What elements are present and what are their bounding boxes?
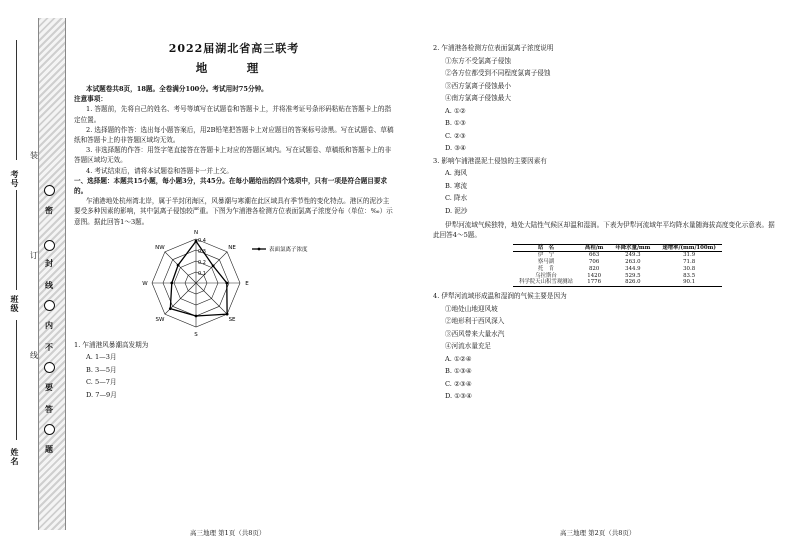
table-header: 年降水量/mm [615, 244, 651, 251]
table-cell: 1776 [587, 279, 602, 286]
page-1-footer: 高三地理 第1页（共8页） [190, 529, 266, 537]
q3-option-d: D. 泥沙 [445, 206, 468, 215]
q4-statement-4: ④河流水量充足 [445, 342, 492, 351]
seal-char: 内 [45, 320, 53, 330]
q3-option-b: B. 寒流 [445, 181, 468, 190]
table-cell: 31.9 [683, 252, 696, 259]
seal-char: 题 [45, 444, 53, 454]
table-header: 站 名 [537, 244, 555, 251]
radar-data-point [177, 264, 180, 267]
q4-statement-2: ②地形利于西风深入 [445, 317, 505, 326]
table-cell: 30.8 [683, 265, 696, 272]
legend-label: 表面氯离子浓度 [269, 246, 308, 253]
table-cell: 529.5 [625, 272, 641, 279]
notes-heading: 注意事项： [74, 95, 107, 104]
binding-hole-5 [44, 424, 55, 435]
radar-direction-label: W [142, 280, 148, 287]
radar-direction-label: N [193, 229, 199, 236]
section-1-heading: 一、选择题：本题共15小题，每小题3分，共45分。在每小题给出的四个选项中，只有一项是符合题目要求的。 [74, 176, 388, 196]
radar-direction-label: NW [155, 244, 165, 251]
table-cell: 706 [589, 259, 600, 266]
q4-option-b: B. ①③④ [445, 367, 472, 376]
table-cell: 科学院天山积雪观测站 [519, 279, 573, 286]
exam-title: 2022届湖北省高三联考 [168, 42, 300, 55]
table-row [513, 279, 722, 286]
table-header: 递增率/(mm/100m) [662, 244, 716, 251]
table-cell: 826.0 [625, 279, 641, 286]
q2-option-b: B. ①③ [445, 119, 466, 128]
name-line [16, 320, 18, 440]
q2-statement-3: ③西方氯离子侵蚀最小 [445, 81, 511, 90]
note-2: 2. 选择题的作答：选出每小题答案后，用2B铅笔把答题卡上对应题目的答案标号涂黑。写在试题卷、草稿纸和答题卡上的非答题区域均无效。 [74, 125, 394, 144]
seal-char: 答 [45, 404, 53, 414]
question-2: 2. 乍浦港各检测方位表面氯离子浓度说明 [433, 44, 554, 52]
seal-char: 订 [30, 251, 38, 260]
radar-data-point [195, 315, 198, 318]
q4-option-d: D. ①③④ [445, 392, 472, 401]
table-cell: 伊 宁 [537, 252, 555, 259]
legend-marker [258, 248, 261, 251]
radar-chart [74, 227, 394, 339]
radar-data-point [169, 307, 172, 310]
note-1: 1. 答题前，先将自己的姓名、考号等填写在试题卷和答题卡上，并将准考证号条形码粘贴在答题卡上的指定位置。 [74, 105, 392, 124]
q1-option-d: D. 7—9月 [86, 390, 117, 399]
seal-char: 不 [45, 342, 53, 352]
q4-option-a: A. ①②④ [445, 354, 472, 363]
table-row [513, 259, 722, 266]
radar-ring-label: 0.4 [198, 237, 206, 244]
q1-option-b: B. 3—5月 [86, 365, 117, 374]
page-1-column [74, 40, 394, 402]
passage-1: 乍浦港地处杭州湾北岸，属于半封闭海区，风暴潮与寒潮在此区域具有季节性的变化特点。港区的泥沙主要受多种因素的影响，其中氯离子侵蚀较严重。下图为乍浦港各检测方位表面氯离子浓度分布（单位：‰）示意图。据此回答1～3题。 [74, 197, 393, 226]
table-cell: 托 肯 [537, 265, 555, 272]
binding-hole-1 [44, 185, 55, 196]
name-label: 姓名 [10, 448, 20, 466]
seal-char: 密 [45, 205, 53, 215]
radar-ring-label: 0.3 [198, 248, 206, 255]
table-cell: 90.1 [683, 279, 696, 286]
q4-statement-3: ③西风带来大量水汽 [445, 329, 505, 338]
class-label: 班级 [10, 295, 20, 313]
radar-data-point [212, 264, 215, 267]
q1-option-c: C. 5—7月 [86, 378, 117, 387]
radar-ring-label: 0.1 [198, 270, 206, 277]
q2-option-c: C. ②③ [445, 131, 466, 140]
table-cell: 乌拉斯台 [535, 272, 557, 279]
seal-char: 封 [45, 258, 53, 268]
radar-direction-label: E [245, 280, 249, 287]
q2-option-a: A. ①② [445, 106, 466, 115]
exam-no-label: 考号 [10, 170, 20, 188]
table-header-row [513, 244, 722, 252]
page-2-footer: 高三地理 第2页（共8页） [560, 529, 636, 537]
seal-char: 装 [30, 151, 38, 160]
q1-option-a: A. 1—3月 [86, 353, 117, 362]
binding-hole-3 [44, 300, 55, 311]
binding-hole-4 [44, 362, 55, 373]
exam-intro: 本试题卷共8页，18题。全卷满分100分。考试用时75分钟。 [86, 84, 268, 93]
q4-statement-1: ①地处山地迎风坡 [445, 304, 498, 313]
q3-option-c: C. 降水 [445, 194, 468, 203]
note-3: 3. 非选择题的作答：用签字笔直接答在答题卡上对应的答题区域内。写在试题卷、草稿纸和答题卡上的非答题区域均无效。 [74, 146, 392, 165]
radar-chart-wrap [74, 227, 394, 339]
table-cell: 663 [589, 252, 600, 259]
table-cell: 71.8 [683, 259, 696, 266]
radar-data-point [195, 240, 198, 243]
question-4: 4. 伊犁河流域形成温和湿润的气候主要是因为 [433, 292, 567, 301]
q2-statement-1: ①东方不受氯离子侵蚀 [445, 56, 511, 65]
question-1: 1. 乍浦港风暴潮高发期为 [74, 340, 149, 349]
class-line [16, 190, 18, 290]
q2-statement-2: ②各方位都受到不同程度氯离子侵蚀 [445, 69, 551, 78]
binding-strip [0, 0, 64, 550]
table-cell: 249.3 [625, 252, 641, 259]
radar-direction-label: NE [228, 244, 236, 251]
table-cell: 83.5 [683, 272, 696, 279]
seal-char: 线 [45, 280, 53, 290]
note-4: 4. 考试结束后，请将本试题卷和答题卡一并上交。 [86, 166, 233, 175]
table-cell: 察马湖 [537, 259, 555, 266]
q4-option-c: C. ②③④ [445, 379, 472, 388]
radar-data-point [170, 282, 173, 285]
exam-no-line [16, 40, 18, 160]
page-2-column [433, 42, 778, 403]
radar-ring-label: 0.2 [198, 259, 206, 266]
radar-direction-label: SE [228, 316, 236, 323]
seal-char: 线 [30, 351, 38, 360]
binding-hole-2 [44, 240, 55, 251]
question-3: 3. 影响乍浦港混泥土侵蚀的主要因素有 [433, 156, 547, 165]
table-cell: 263.0 [625, 259, 641, 266]
table-row [513, 266, 722, 273]
table-cell: 820 [589, 265, 600, 272]
seal-char: 要 [45, 382, 53, 392]
radar-data-point [225, 282, 228, 285]
precipitation-table [513, 244, 722, 288]
passage-2: 伊犁河流域气候独特，地处大陆性气候区却温和湿润。下表为伊犁河流域年平均降水量随海拔高度变化示意表。据此回答4～5题。 [433, 221, 775, 240]
radar-direction-label: SW [155, 316, 165, 323]
q2-statement-4: ④南方氯离子侵蚀最大 [445, 94, 511, 103]
radar-direction-label: S [194, 331, 198, 338]
table-cell: 1420 [587, 272, 602, 279]
q3-option-a: A. 海风 [445, 169, 468, 178]
table-header: 高程/m [584, 244, 604, 251]
radar-data-point [226, 313, 229, 316]
subject-title: 地 理 [195, 61, 273, 76]
table-cell: 344.9 [625, 265, 641, 272]
q2-option-d: D. ③④ [445, 144, 467, 153]
